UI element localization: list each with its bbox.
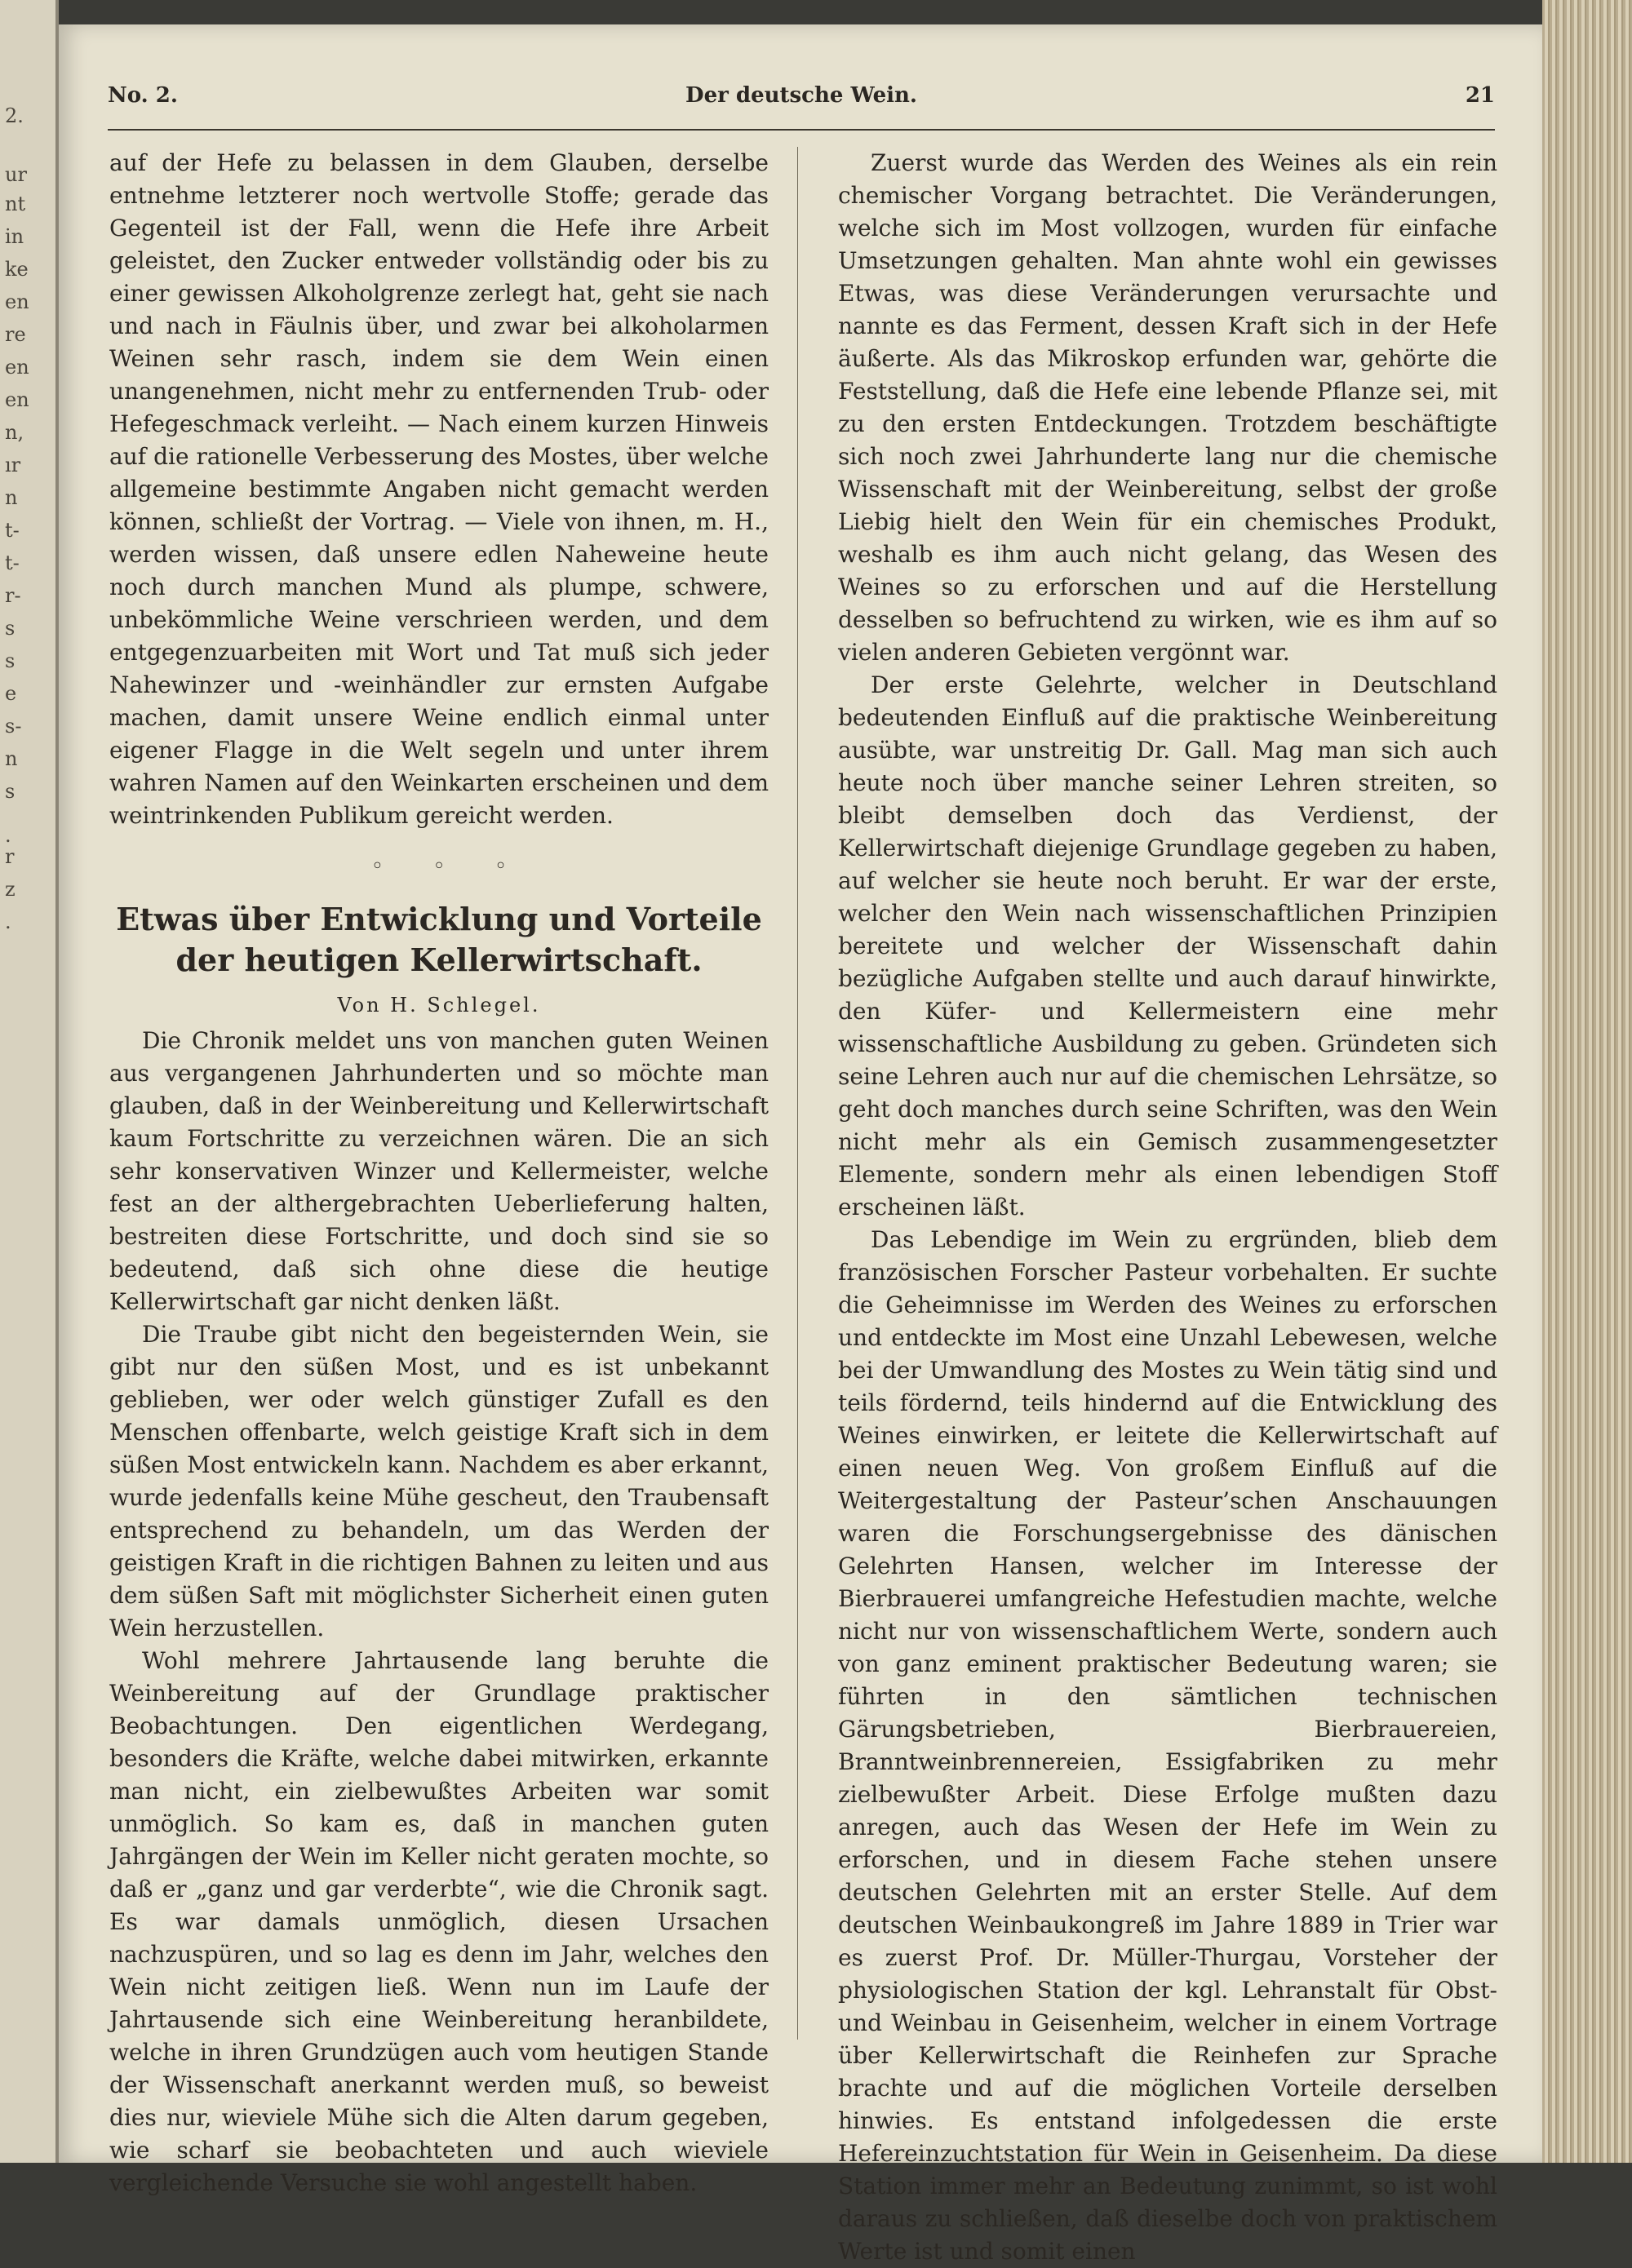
prev-page-fragment: ke [5, 258, 29, 281]
prev-page-fragment: . [5, 824, 11, 847]
prev-page-fragment: s [5, 617, 16, 640]
newspaper-page [59, 24, 1542, 2265]
right-column [838, 147, 1497, 2268]
prev-page-fragment: ır [5, 454, 21, 476]
article-byline: Von H. Schlegel. [337, 994, 541, 1017]
article-paragraph: Zuerst wurde das Werden des Weines als ein rein chemischer Vorgang betrachtet. Die Veränderungen, welche sich im Most vollzogen, wurden für einfache Umsetzungen gehalten. Man ahnte wohl ein gewisses Etwas, was diese Veränderungen verursachte und nannte es das Ferment, dessen Kraft sich in der Hefe äußerte. Als das Mikroskop erfunden war, gehörte die Feststellung, daß die Hefe eine lebende Pflanze sei, mit zu den ersten Entdeckungen. Trotzdem beschäftigte sich noch zwei Jahrhunderte lang nur die chemische Wissenschaft mit der Weinbereitung, selbst der große Liebig hielt den Wein für ein chemisches Produkt, weshalb es ihm auch nicht gelang, das Wesen des Weines so zu erforschen und auf die Herstellung desselben so befruchtend zu wirken, wie es ihm auf so vielen anderen Gebieten vergönnt war. [838, 149, 1497, 666]
prev-page-fragment: n [5, 486, 18, 509]
article-paragraph: Die Traube gibt nicht den begeisternden Wein, sie gibt nur den süßen Most, und es ist unbekannt geblieben, wer oder welch günstiger Zufall es den Menschen offenbarte, welch geistige Kraft sich in dem süßen Most entwickeln kann. Nachdem es aber erkannt, wurde jedenfalls keine Mühe gescheut, den Traubensaft entsprechend zu behandeln, um das Werden der geistigen Kraft in die richtigen Bahnen zu leiten und aus dem süßen Saft mit möglichster Sicherheit einen guten Wein herzustellen. [109, 1321, 769, 1641]
prev-page-fragment: n [5, 747, 18, 770]
prev-page-fragment: ur [5, 163, 27, 186]
prev-page-fragment: in [5, 225, 24, 248]
prev-page-fragment: t- [5, 551, 20, 574]
continued-paragraph: auf der Hefe zu belassen in dem Glauben, derselbe entnehme letzterer noch wertvolle Stoffe; gerade das Gegenteil ist der Fall, wenn die Hefe ihre Arbeit geleistet, den Zucker entweder vollständig oder bis zu einer gewissen Alkoholgrenze zerlegt hat, geht sie nach und nach in Fäulnis über, und zwar bei alkoholarmen Weinen sehr rasch, indem sie dem Wein einen unangenehmen, nicht mehr zu entfernenden Trub- oder Hefegeschmack verleiht. — Nach einem kurzen Hinweis auf die rationelle Verbesserung des Mostes, über welche allgemeine bestimmte Angaben nicht gemacht werden können, schließt der Vortrag. — Viele von ihnen, m. H., werden wissen, daß unsere edlen Naheweine heute noch durch manchen Mund als plumpe, schwere, unbekömmliche Weine verschrieen werden, und dem entgegenzuarbeiten mit Wort und Tat muß sich jeder Nahewinzer und -weinhändler zur ernsten Aufgabe machen, damit unsere Weine endlich einmal unter eigener Flagge in die Welt segeln und unter ihrem wahren Namen auf den Weinkarten erscheinen und dem weintrinkenden Publikum gereicht werden. [109, 149, 769, 829]
prev-page-fragment: z [5, 878, 16, 901]
prev-page-fragment: en [5, 356, 29, 379]
prev-page-fragment: s [5, 780, 16, 803]
previous-page-edge [0, 0, 59, 2163]
prev-page-fragment: . [5, 910, 11, 933]
prev-page-fragment: en [5, 290, 29, 313]
prev-page-fragment: n, [5, 421, 24, 444]
prev-page-fragment: en [5, 388, 29, 411]
publication-title: Der deutsche Wein. [685, 83, 917, 108]
prev-page-fragment: t- [5, 519, 20, 542]
header-rule [108, 129, 1495, 131]
prev-page-fragment: r [5, 845, 15, 868]
left-column [109, 147, 769, 2199]
page-number: 21 [1465, 83, 1495, 108]
section-ornament: ◦ ◦ ◦ [370, 854, 529, 879]
prev-page-fragment: s [5, 649, 16, 672]
issue-number: No. 2. [108, 83, 178, 108]
article-title: Etwas über Entwicklung und Vorteile der heutigen Kellerwirtschaft. [116, 901, 762, 978]
column-divider [797, 147, 798, 2040]
prev-page-fragment: re [5, 323, 26, 346]
article-paragraph: Die Chronik meldet uns von manchen guten Weinen aus vergangenen Jahrhunderten und so möchte man glauben, daß in der Weinbereitung und Kellerwirtschaft kaum Fortschritte zu verzeichnen wären. Die an sich sehr konservativen Winzer und Kellermeister, welche fest an der althergebrachten Ueberlieferung halten, bestreiten diese Fortschritte, und doch sind sie so bedeutend, daß sich ohne diese die heutige Kellerwirtschaft gar nicht denken läßt. [109, 1027, 769, 1315]
article-paragraph: Das Lebendige im Wein zu ergründen, blieb dem französischen Forscher Pasteur vorbehalten. Er suchte die Geheimnisse im Werden des Weines zu erforschen und entdeckte im Most eine Unzahl Lebewesen, welche bei der Umwandlung des Mostes zu Wein tätig sind und teils fördernd, teils hindernd auf die Entwicklung des Weines einwirken, er leitete die Kellerwirtschaft auf einen neuen Weg. Von großem Einfluß auf die Weitergestaltung der Pasteur’schen Anschauungen waren die Forschungsergebnisse des dänischen Gelehrten Hansen, welcher im Interesse der Bierbrauerei umfangreiche Hefestudien machte, welche nicht nur von wissenschaftlichem Werte, sondern auch von ganz eminent praktischer Bedeutung waren; sie führten in den sämtlichen technischen Gärungsbetrieben, Bierbrauereien, Branntweinbrennereien, Essigfabriken zu mehr zielbewußter Arbeit. Diese Erfolge mußten dazu anregen, auch das Wesen der Hefe im Wein zu erforschen, und in diesem Fache stehen unsere deutschen Gelehrten mit an erster Stelle. Auf dem deutschen Weinbaukongreß im Jahre 1889 in Trier war es zuerst Prof. Dr. Müller-Thurgau, Vorsteher der physiologischen Station der kgl. Lehranstalt für Obst- und Weinbau in Geisenheim, welcher in einem Vortrage über Kellerwirtschaft die Reinhefen zur Sprache brachte und auf die möglichen Vorteile derselben hinwies. Es entstand infolgedessen die erste Hefereinzuchtstation für Wein in Geisenheim. Da diese Station immer mehr an Bedeutung zunimmt, so ist wohl daraus zu schließen, daß dieselbe doch von praktischem Werte ist und somit einen [838, 1226, 1497, 2265]
prev-page-fragment: 2. [5, 104, 24, 127]
article-paragraph: Der erste Gelehrte, welcher in Deutschland bedeutenden Einfluß auf die praktische Weinbereitung ausübte, war unstreitig Dr. Gall. Mag man sich auch heute noch über manche seiner Lehren streiten, so bleibt demselben doch das Verdienst, der Kellerwirtschaft diejenige Grundlage gegeben zu haben, auf welcher sie heute noch beruht. Er war der erste, welcher den Wein nach wissenschaftlichen Prinzipien bereitete und welcher der Wissenschaft dahin bezügliche Aufgaben stellte und auch darauf hinwirkte, den Küfer- und Kellermeistern eine mehr wissenschaftliche Ausbildung zu geben. Gründeten sich seine Lehren auch nur auf die chemischen Lehrsätze, so geht doch manches durch seine Schriften, was den Wein nicht mehr als ein Gemisch zusammengesetzter Elemente, sondern mehr als einen lebendigen Stoff erscheinen läßt. [838, 671, 1497, 1220]
prev-page-fragment: e [5, 682, 17, 705]
article-paragraph: Wohl mehrere Jahrtausende lang beruhte die Weinbereitung auf der Grundlage praktischer Beobachtungen. Den eigentlichen Werdegang, besonders die Kräfte, welche dabei mitwirken, erkannte man nicht, ein zielbewußtes Arbeiten war somit unmöglich. So kam es, daß in manchen guten Jahrgängen der Wein im Keller nicht geraten mochte, so daß er „ganz und gar verderbte“, wie die Chronik sagt. Es war damals unmöglich, diesen Ursachen nachzuspüren, und so lag es denn im Jahr, welches den Wein nicht zeitigen ließ. Wenn nun im Laufe der Jahrtausende sich eine Weinbereitung heranbildete, welche in ihren Grundzügen auch vom heutigen Stande der Wissenschaft anerkannt werden muß, so beweist dies nur, wieviele Mühe sich die Alten darum gegeben, wie scharf sie beobachteten und auch wieviele vergleichende Versuche sie wohl angestellt haben. [109, 1647, 769, 2196]
prev-page-fragment: r- [5, 584, 21, 607]
prev-page-fragment: s- [5, 715, 22, 738]
prev-page-fragment: nt [5, 193, 26, 215]
page-stack-edge [1542, 0, 1632, 2163]
running-header [108, 83, 1495, 116]
